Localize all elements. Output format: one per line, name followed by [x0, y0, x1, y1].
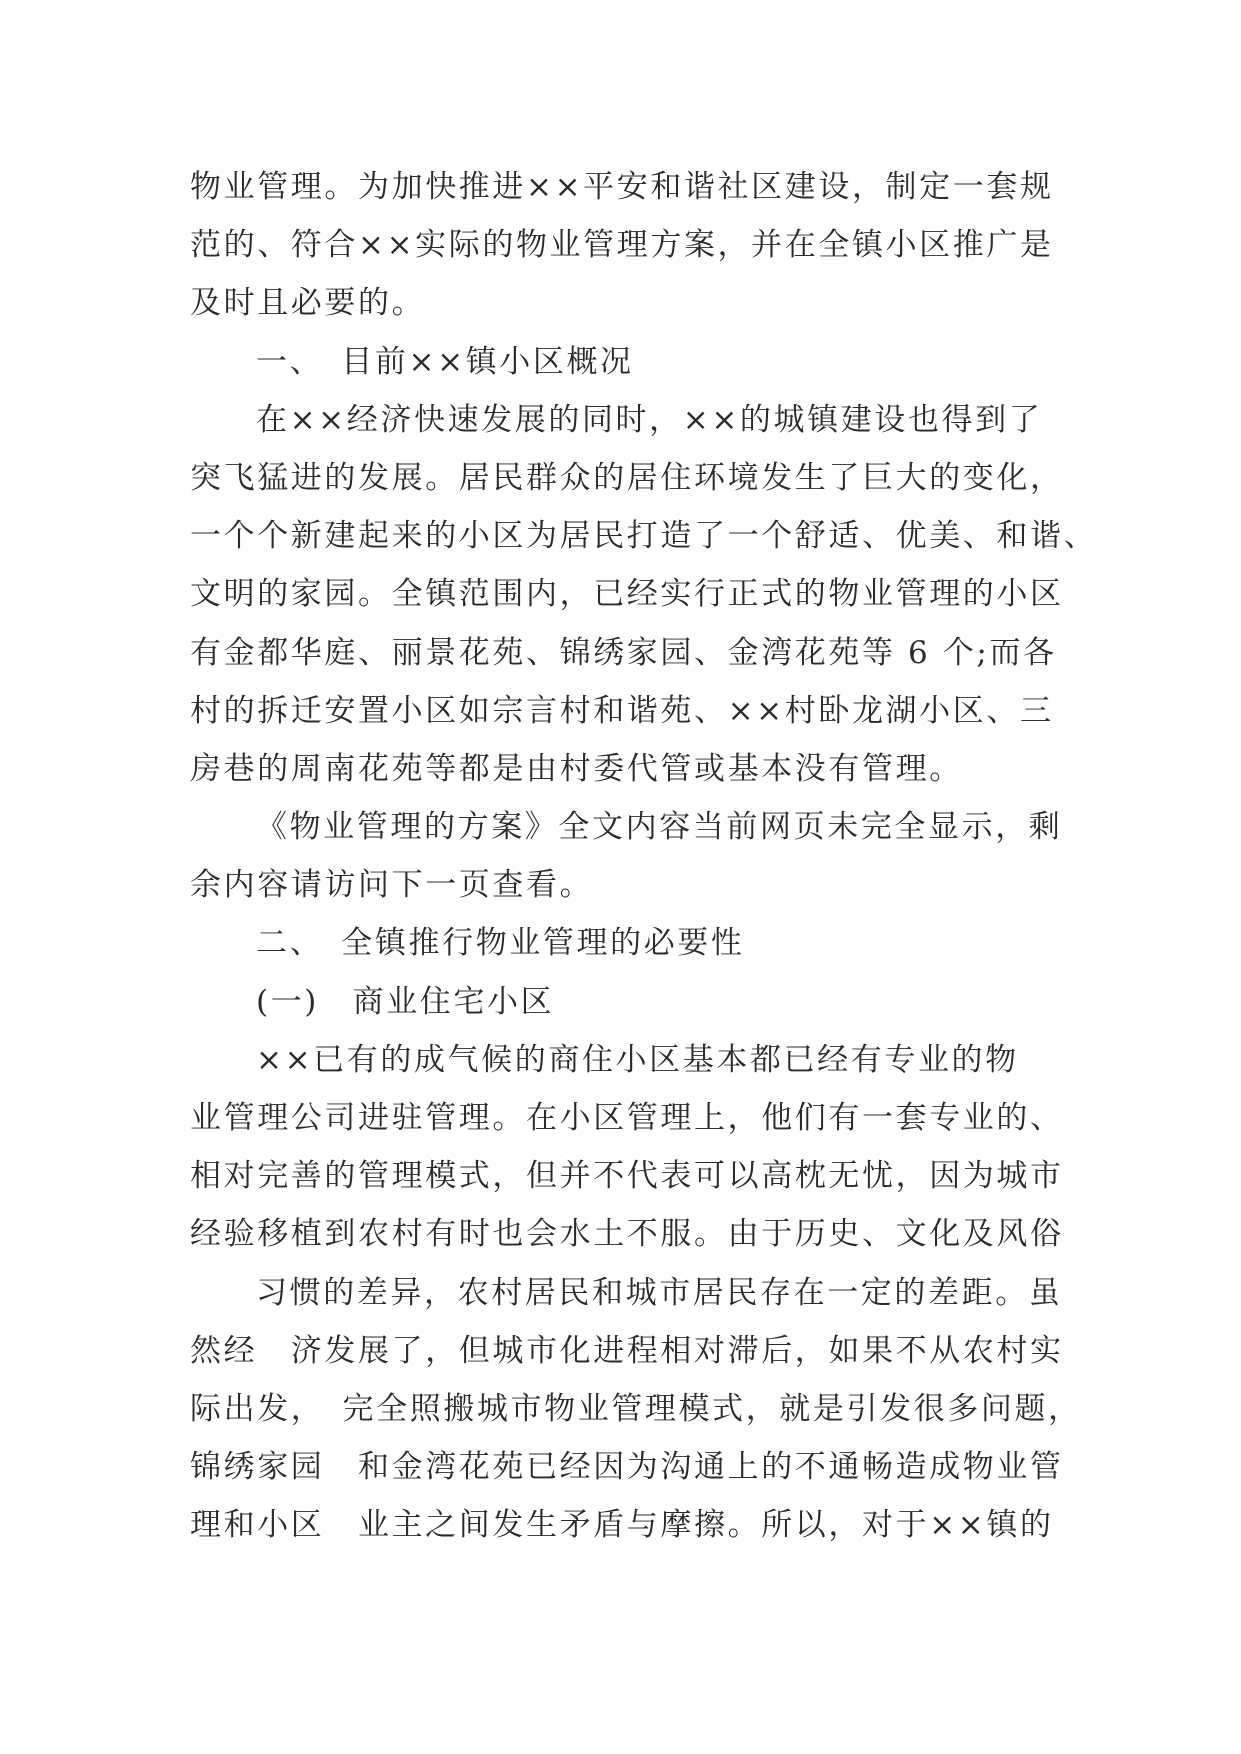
- text-line: 际出发， 完全照搬城市物业管理模式，就是引发很多问题，: [190, 1390, 1082, 1427]
- text-line: (一) 商业住宅小区: [256, 983, 555, 1020]
- text-line: 锦绣家园 和金湾花苑已经因为沟通上的不通畅造成物业管: [190, 1449, 1064, 1486]
- text-line: 文明的家园。全镇范围内，已经实行正式的物业管理的小区: [190, 576, 1064, 613]
- text-line: 在××经济快速发展的同时，××的城镇建设也得到了: [256, 401, 1043, 438]
- text-line: 习惯的差异，农村居民和城市居民存在一定的差距。虽: [256, 1274, 1063, 1311]
- text-line: 然经 济发展了，但城市化进程相对滞后，如果不从农村实: [190, 1332, 1064, 1369]
- text-line: 理和小区 业主之间发生矛盾与摩擦。所以，对于××镇的: [190, 1507, 1054, 1544]
- text-line: 村的拆迁安置小区如宗言村和谐苑、××村卧龙湖小区、三: [190, 692, 1054, 729]
- text-line: 突飞猛进的发展。居民群众的居住环境发生了巨大的变化，: [190, 459, 1064, 496]
- text-line: 余内容请访问下一页查看。: [190, 867, 594, 904]
- text-line: 经验移植到农村有时也会水土不服。由于历史、文化及风俗: [190, 1216, 1064, 1253]
- text-line: 一、 目前××镇小区概况: [256, 343, 634, 380]
- text-line: 范的、符合××实际的物业管理方案，并在全镇小区推广是: [190, 227, 1054, 264]
- text-line: 房巷的周南花苑等都是由村委代管或基本没有管理。: [190, 750, 963, 787]
- text-line: 二、 全镇推行物业管理的必要性: [256, 925, 745, 962]
- text-line: 业管理公司进驻管理。在小区管理上，他们有一套专业的、: [190, 1100, 1064, 1136]
- text-line: 物业管理。为加快推进××平安和谐社区建设，制定一套规: [190, 169, 1054, 205]
- text-line: ××已有的成气候的商住小区基本都已经有专业的物: [256, 1041, 1019, 1078]
- document-body: [190, 158, 1098, 1555]
- text-line: 一个个新建起来的小区为居民打造了一个舒适、优美、和谐、: [190, 518, 1098, 555]
- text-line: 《物业管理的方案》全文内容当前网页未完全显示，剩: [256, 809, 1063, 846]
- text-line: 及时且必要的。: [190, 285, 426, 322]
- text-line: 相对完善的管理模式，但并不代表可以高枕无忧，因为城市: [190, 1158, 1064, 1195]
- text-line: 有金都华庭、丽景花苑、锦绣家园、金湾花苑等 6 个;而各: [190, 634, 1057, 671]
